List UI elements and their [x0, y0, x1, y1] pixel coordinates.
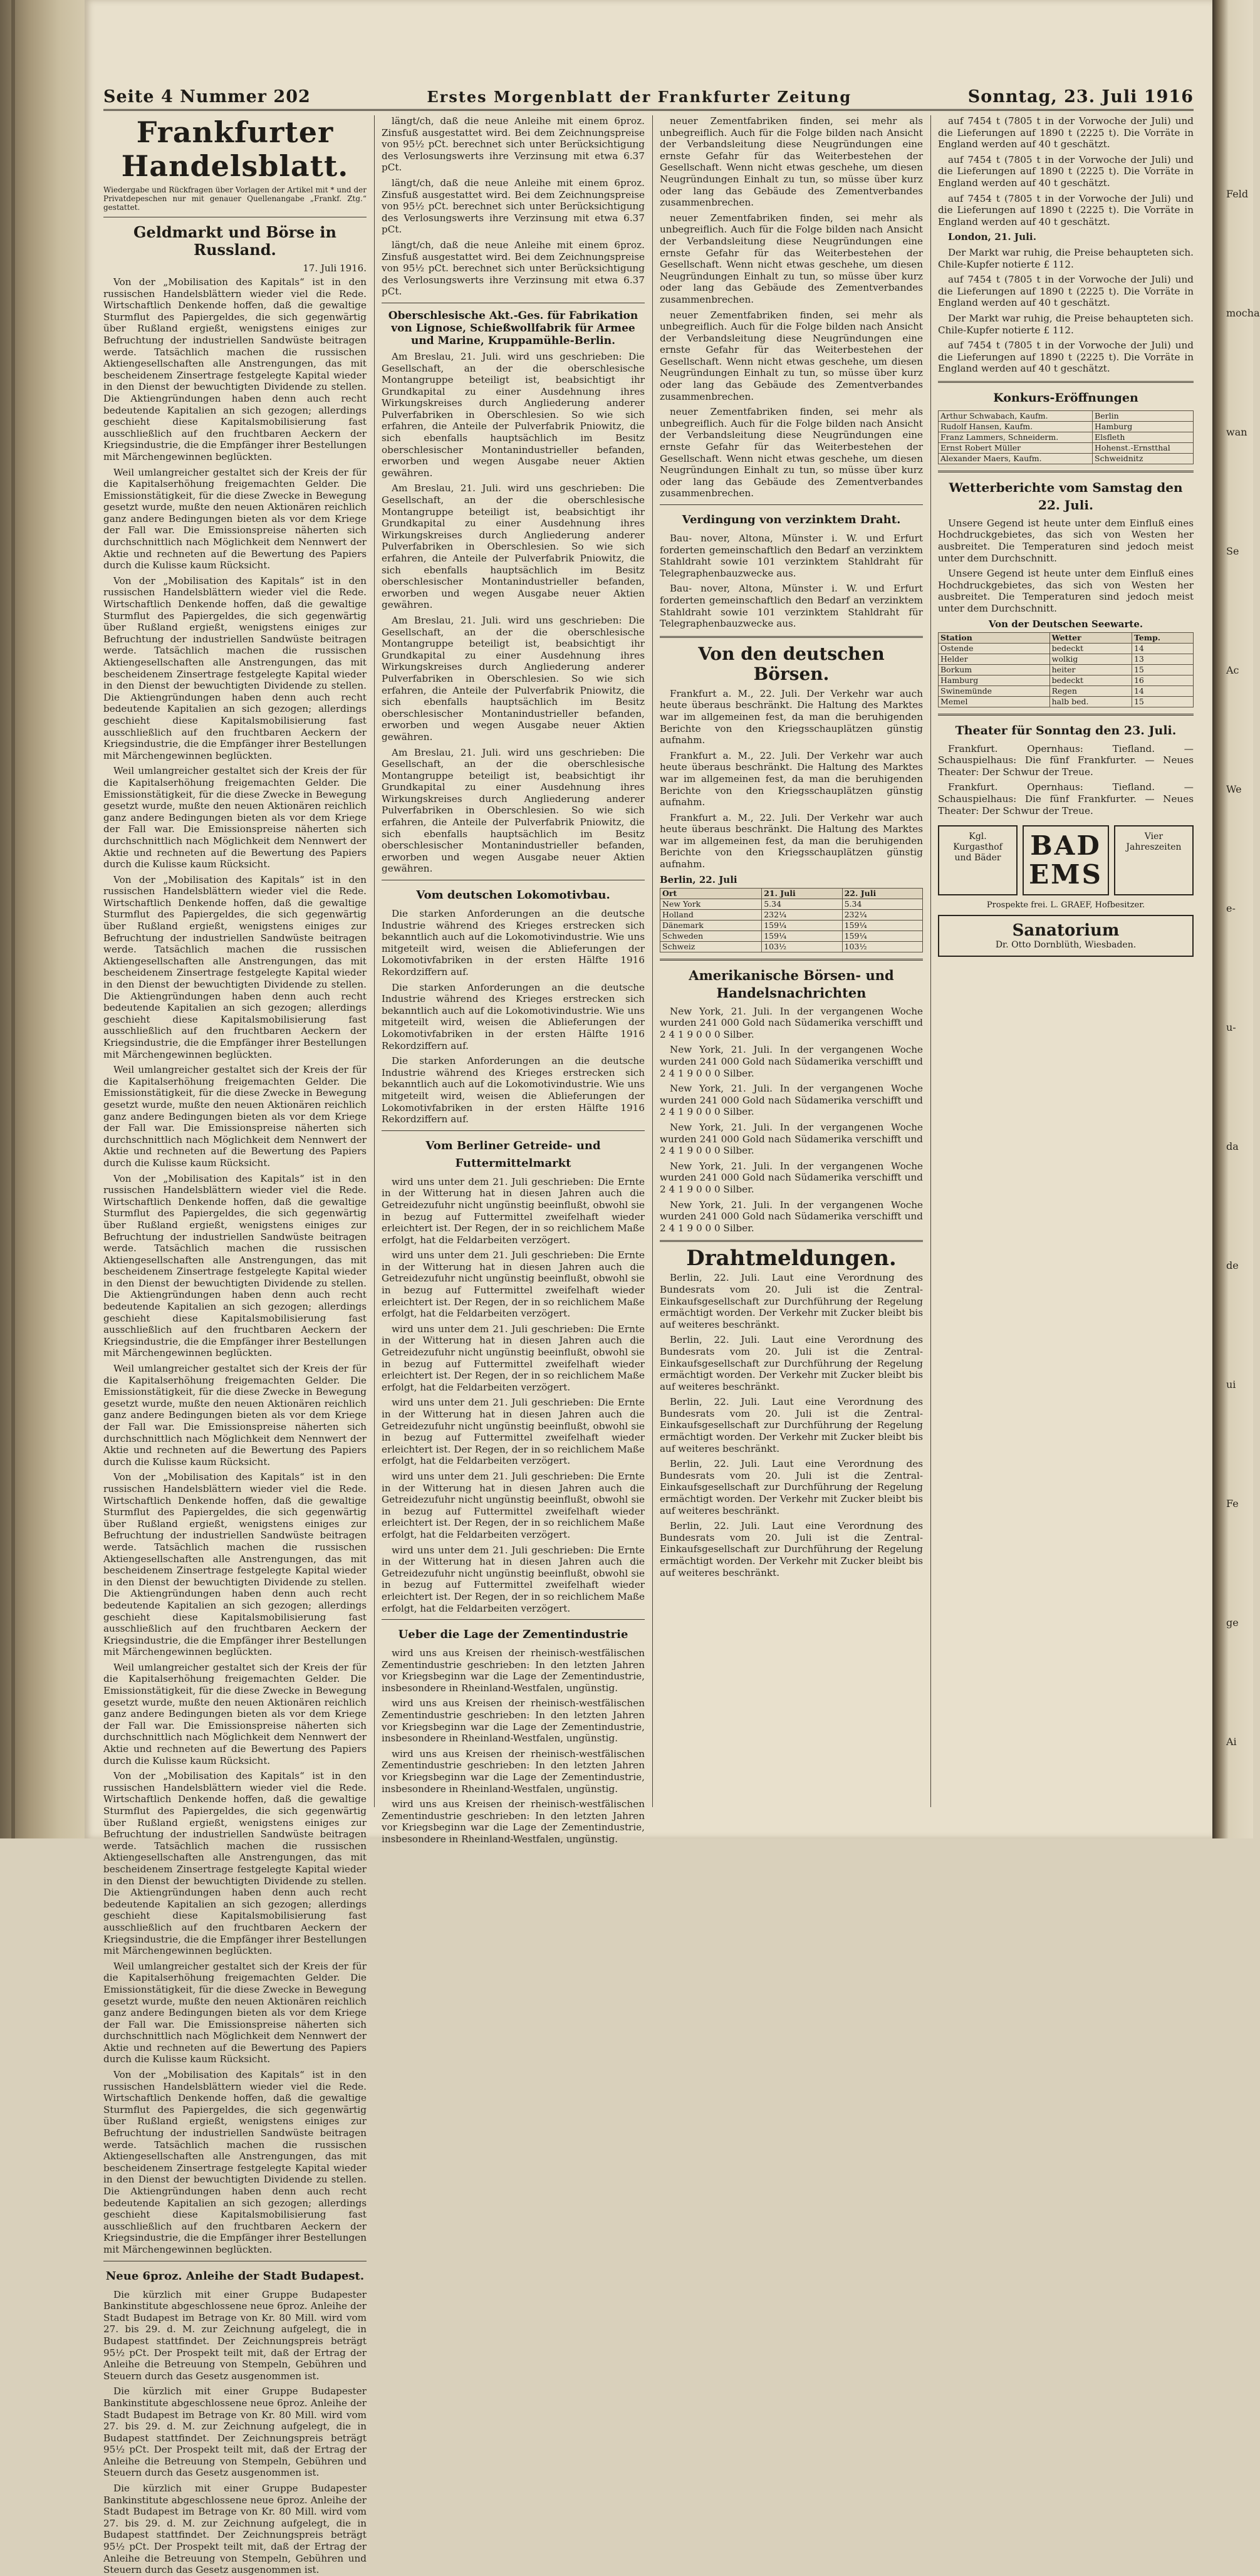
article-paragraph: Berlin, 22. Juli. Laut eine Verordnung des Bundesrats vom 20. Juli ist die Zentral-Einkaufsgesellschaft zur Durchführung der Regelung ermächtigt worden. Der Verkehr mit Zucker bleibt bis auf weiteres beschränkt.	[660, 1272, 923, 1330]
table-cell: 15	[1132, 664, 1193, 675]
table-cell: 14	[1132, 686, 1193, 696]
table-cell: heiter	[1049, 664, 1132, 675]
table-cell: New York	[660, 899, 762, 909]
article-paragraph: wird uns unter dem 21. Juli geschrieben: Die Ernte in der Witterung hat in diesen Jahren auch die Getreidezufuhr nicht ungünstig beeinflußt, obwohl sie in bezug auf Futtermittel zweifelhaft wieder erleichtert ist. Der Regen, der in so reichlichem Maße erfolgt, hat die Feldarbeiten verzögert.	[382, 1249, 645, 1320]
table-row	[939, 421, 1194, 432]
table-header-cell: Wetter	[1049, 632, 1132, 643]
ad-footer: Prospekte frei. L. GRAEF, Hofbesitzer.	[986, 900, 1145, 910]
edge-text-fragment: wan	[1226, 426, 1247, 438]
edge-text-fragment: Ac	[1226, 664, 1239, 676]
article-paragraph: wird uns unter dem 21. Juli geschrieben: Die Ernte in der Witterung hat in diesen Jahren auch die Getreidezufuhr nicht ungünstig beeinflußt, obwohl sie in bezug auf Futtermittel zweifelhaft wieder erleichtert ist. Der Regen, der in so reichlichem Maße erfolgt, hat die Feldarbeiten verzögert.	[382, 1470, 645, 1540]
article-heading: Ueber die Lage der Zementindustrie	[398, 1628, 628, 1642]
table-cell: Schweden	[660, 931, 762, 941]
article-date: 17. Juli 1916.	[303, 263, 367, 274]
table-row	[660, 899, 923, 909]
article-paragraph: Am Breslau, 21. Juli. wird uns geschrieben: Die Gesellschaft, an der die oberschlesische Montangruppe beteiligt ist, beabsichtigt ihr Grundkapital zu einer Ausdehnung ihres Wirkungskreises durch Angliederung anderer Pulverfabriken in Oberschlesien. So wie sich erfahren, die Anteile der Pulverfabrik Pniowitz, die sich ebenfalls hauptsächlich im Besitz oberschlesischer Montanindustrieller befanden, erworben und wegen Ausgabe neuer Aktien gewähren.	[382, 614, 645, 743]
table-cell: 159¼	[842, 920, 922, 931]
table-row	[660, 941, 923, 952]
table-header-cell: Temp.	[1132, 632, 1193, 643]
article-paragraph: neuer Zementfabriken finden, sei mehr als unbegreiflich. Auch für die Folge bilden nach Ansicht der Verbandsleitung diese Neugründungen eine ernste Gefahr für das Weiterbestehen der Gesellschaft. Wenn nicht etwas geschehe, um diesen Neugründungen Einhalt zu tun, so müsse über kurz oder lang das Gebäude des Zementverbandes zusammenbrechen.	[660, 309, 923, 402]
book-spine	[0, 0, 85, 1838]
table-cell: 103½	[762, 941, 842, 952]
table-cell: Borkum	[939, 664, 1050, 675]
article-heading: Neue 6proz. Anleihe der Stadt Budapest.	[105, 2269, 365, 2283]
article-paragraph: New York, 21. Juli. In der vergangenen Woche wurden 241 000 Gold nach Südamerika verschifft und 2 4 1 9 0 0 0 Silber.	[660, 1160, 923, 1195]
weather-table	[938, 632, 1194, 707]
article-paragraph: Am Breslau, 21. Juli. wird uns geschrieben: Die Gesellschaft, an der die oberschlesische Montangruppe beteiligt ist, beabsichtigt ihr Grundkapital zu einer Ausdehnung ihres Wirkungskreises durch Angliederung anderer Pulverfabriken in Oberschlesien. So wie sich erfahren, die Anteile der Pulverfabrik Pniowitz, die sich ebenfalls hauptsächlich im Besitz oberschlesischer Montanindustrieller befanden, erworben und wegen Ausgabe neuer Aktien gewähren.	[382, 746, 645, 875]
weather-table-title: Von der Deutschen Seewarte.	[988, 618, 1143, 630]
article-paragraph: wird uns aus Kreisen der rheinisch-westfälischen Zementindustrie geschrieben: In den letzten Jahren vor Kriegsbeginn war die Lage der Zementindustrie, insbesondere in Rheinland-Westfalen, ungünstig.	[382, 1647, 645, 1694]
table-cell: Elsfleth	[1093, 432, 1194, 442]
article-paragraph: wird uns unter dem 21. Juli geschrieben: Die Ernte in der Witterung hat in diesen Jahren auch die Getreidezufuhr nicht ungünstig beeinflußt, obwohl sie in bezug auf Futtermittel zweifelhaft wieder erleichtert ist. Der Regen, der in so reichlichem Maße erfolgt, hat die Feldarbeiten verzögert.	[382, 1397, 645, 1467]
ad-bad-ems: BAD EMS	[1023, 825, 1109, 895]
article-paragraph: New York, 21. Juli. In der vergangenen Woche wurden 241 000 Gold nach Südamerika verschifft und 2 4 1 9 0 0 0 Silber.	[660, 1199, 923, 1234]
table-cell: Rudolf Hansen, Kaufm.	[939, 421, 1093, 432]
article-paragraph: Unsere Gegend ist heute unter dem Einfluß eines Hochdruckgebietes, das sich von Westen her ausbreitet. Die Temperaturen sind jedoch meist unter dem Durchschnitt.	[938, 568, 1194, 615]
table-cell: Arthur Schwabach, Kaufm.	[939, 410, 1093, 421]
edge-text-fragment: Ai	[1226, 1736, 1237, 1748]
table-cell: 159¼	[842, 931, 922, 941]
article-paragraph: wird uns unter dem 21. Juli geschrieben: Die Ernte in der Witterung hat in diesen Jahren auch die Getreidezufuhr nicht ungünstig beeinflußt, obwohl sie in bezug auf Futtermittel zweifelhaft wieder erleichtert ist. Der Regen, der in so reichlichem Maße erfolgt, hat die Feldarbeiten verzögert.	[382, 1176, 645, 1246]
konkurs-table	[938, 410, 1194, 464]
table-cell: Regen	[1049, 686, 1132, 696]
header-page-number: Seite 4 Nummer 202	[103, 86, 311, 107]
adjacent-page-edge	[1212, 0, 1260, 1838]
table-row	[660, 909, 923, 920]
article-heading: Geldmarkt und Börse in Russland.	[133, 223, 336, 259]
article-paragraph: Frankfurt a. M., 22. Juli. Der Verkehr war auch heute überaus beschränkt. Die Haltung des Marktes war im allgemeinen fest, da man die beruhigenden Berichte von den Kriegsschauplätzen günstig aufnahm.	[660, 687, 923, 746]
article-heading: Verdingung von verzinktem Draht.	[682, 513, 901, 526]
reproduction-note: Wiedergabe und Rückfragen über Vorlagen der Artikel mit * und der Privatdepeschen nur mit genauer Quellenangabe „Frankf. Ztg.“ gestattet.	[103, 185, 367, 212]
table-cell: Dänemark	[660, 920, 762, 931]
edge-text-fragment: Feld	[1226, 188, 1249, 200]
edge-text-fragment: ui	[1226, 1379, 1236, 1390]
table-cell: wolkig	[1049, 654, 1132, 664]
table-row	[939, 654, 1194, 664]
table-cell: Hohenst.-Ernstthal	[1093, 442, 1194, 453]
table-cell: 13	[1132, 654, 1193, 664]
article-paragraph: längt/ch, daß die neue Anleihe mit einem 6proz. Zinsfuß ausgestattet wird. Bei dem Zeichnungspreise von 95½ pCt. berechnet sich unter Berücksichtigung des Verlosungswerts ihre Verzinsung mit etwa 6.37 pCt.	[382, 177, 645, 236]
article-paragraph: Berlin, 22. Juli. Laut eine Verordnung des Bundesrats vom 20. Juli ist die Zentral-Einkaufsgesellschaft zur Durchführung der Regelung ermächtigt worden. Der Verkehr mit Zucker bleibt bis auf weiteres beschränkt.	[660, 1396, 923, 1454]
table-cell: Schweiz	[660, 941, 762, 952]
article-paragraph: Weil umlangreicher gestaltet sich der Kreis der für die Kapitalserhöhung freigemachten Gelder. Die Emissionstätigkeit, für die diese Zwecke in Bewegung gesetzt wurde, mußte den neuen Aktionären reichlich ganz andere Bedingungen bieten als vor dem Kriege der Fall war. Die Emissionspreise näherten sich durchschnittlich nach Möglichkeit dem Nennwert der Aktie und rechneten auf die Bewertung des Papiers durch die Kulisse kaum Rücksicht.	[103, 1661, 367, 1766]
article-paragraph: London, 21. Juli.	[948, 231, 1036, 243]
article-paragraph: Von der „Mobilisation des Kapitals“ ist in den russischen Handelsblättern wieder viel die Rede. Wirtschaftlich Denkende hoffen, daß die gewaltige Sturmflut des Papiergeldes, die sich gegenwärtig über Rußland ergießt, wenigstens einiges zur Befruchtung der industriellen Sandwüste beitragen werde. Tatsächlich machen die russischen Aktiengesellschaften alle Anstrengungen, das mit bescheidenem Zinsertrage festgelegte Kapital wieder in den Dienst der bewuchtigten Dividende zu stellen. Die Aktiengründungen haben denn auch recht bedeutende Kapitalien an sich gezogen; allerdings geschieht diese Kapitalsmobilisierung fast ausschließlich auf den fruchtbaren Aeckern der Kriegsindustrie, die die Empfänger ihrer Bestellungen mit Märchengewinnen beglückten.	[103, 873, 367, 1060]
article-paragraph: Von der „Mobilisation des Kapitals“ ist in den russischen Handelsblättern wieder viel die Rede. Wirtschaftlich Denkende hoffen, daß die gewaltige Sturmflut des Papiergeldes, die sich gegenwärtig über Rußland ergießt, wenigstens einiges zur Befruchtung der industriellen Sandwüste beitragen werde. Tatsächlich machen die russischen Aktiengesellschaften alle Anstrengungen, das mit bescheidenem Zinsertrage festgelegte Kapital wieder in den Dienst der bewuchtigten Dividende zu stellen. Die Aktiengründungen haben denn auch recht bedeutende Kapitalien an sich gezogen; allerdings geschieht diese Kapitalsmobilisierung fast ausschließlich auf den fruchtbaren Aeckern der Kriegsindustrie, die die Empfänger ihrer Bestellungen mit Märchengewinnen beglückten.	[103, 2069, 367, 2255]
edge-text-fragment: de	[1226, 1259, 1239, 1271]
article-paragraph: wird uns aus Kreisen der rheinisch-westfälischen Zementindustrie geschrieben: In den letzten Jahren vor Kriegsbeginn war die Lage der Zementindustrie, insbesondere in Rheinland-Westfalen, ungünstig.	[382, 1697, 645, 1744]
table-cell: 159¼	[762, 920, 842, 931]
article-paragraph: Frankfurt. Opernhaus: Tiefland. — Schauspielhaus: Die fünf Frankfurter. — Neues Theater: Der Schwur der Treue.	[938, 781, 1194, 816]
article-paragraph: New York, 21. Juli. In der vergangenen Woche wurden 241 000 Gold nach Südamerika verschifft und 2 4 1 9 0 0 0 Silber.	[660, 1044, 923, 1079]
article-paragraph: Berlin, 22. Juli. Laut eine Verordnung des Bundesrats vom 20. Juli ist die Zentral-Einkaufsgesellschaft zur Durchführung der Regelung ermächtigt worden. Der Verkehr mit Zucker bleibt bis auf weiteres beschränkt.	[660, 1334, 923, 1392]
article-paragraph: Weil umlangreicher gestaltet sich der Kreis der für die Kapitalserhöhung freigemachten Gelder. Die Emissionstätigkeit, für die diese Zwecke in Bewegung gesetzt wurde, mußte den neuen Aktionären reichlich ganz andere Bedingungen bieten als vor dem Kriege der Fall war. Die Emissionspreise näherten sich durchschnittlich nach Möglichkeit dem Nennwert der Aktie und rechneten auf die Bewertung des Papiers durch die Kulisse kaum Rücksicht.	[103, 1064, 367, 1169]
article-paragraph: auf 7454 t (7805 t in der Vorwoche der Juli) und die Lieferungen auf 1890 t (2225 t). Die Vorräte in England werden auf 40 t geschätzt.	[938, 192, 1194, 227]
article-paragraph: Unsere Gegend ist heute unter dem Einfluß eines Hochdruckgebietes, das sich von Westen her ausbreitet. Die Temperaturen sind jedoch meist unter dem Durchschnitt.	[938, 517, 1194, 564]
article-paragraph: wird uns aus Kreisen der rheinisch-westfälischen Zementindustrie geschrieben: In den letzten Jahren vor Kriegsbeginn war die Lage der Zementindustrie, insbesondere in Rheinland-Westfalen, ungünstig.	[382, 1748, 645, 1795]
section-heading: Amerikanische Börsen- und Handelsnachrichten	[689, 967, 894, 1001]
article-paragraph: Von der „Mobilisation des Kapitals“ ist in den russischen Handelsblättern wieder viel die Rede. Wirtschaftlich Denkende hoffen, daß die gewaltige Sturmflut des Papiergeldes, die sich gegenwärtig über Rußland ergießt, wenigstens einiges zur Befruchtung der industriellen Sandwüste beitragen werde. Tatsächlich machen die russischen Aktiengesellschaften alle Anstrengungen, das mit bescheidenem Zinsertrage festgelegte Kapital wieder in den Dienst der bewuchtigten Dividende zu stellen. Die Aktiengründungen haben denn auch recht bedeutende Kapitalien an sich gezogen; allerdings geschieht diese Kapitalsmobilisierung fast ausschließlich auf den fruchtbaren Aeckern der Kriegsindustrie, die die Empfänger ihrer Bestellungen mit Märchengewinnen beglückten.	[103, 1770, 367, 1957]
article-paragraph: Die kürzlich mit einer Gruppe Budapester Bankinstitute abgeschlossene neue 6proz. Anleihe der Stadt Budapest im Betrage von Kr. 80 Mill. wird vom 27. bis 29. d. M. zur Zeichnung aufgelegt, die in Budapest stattfindet. Der Zeichnungspreis beträgt 95½ pCt. Der Prospekt teilt mit, daß der Ertrag der Anleihe die Betreuung von Stempeln, Gebühren und Steuern durch das Gesetz ausgenommen ist.	[103, 2386, 367, 2479]
table-row	[939, 432, 1194, 442]
article-paragraph: wird uns aus Kreisen der rheinisch-westfälischen Zementindustrie geschrieben: In den letzten Jahren vor Kriegsbeginn war die Lage der Zementindustrie, insbesondere in Rheinland-Westfalen, ungünstig.	[382, 1798, 645, 1845]
article-paragraph: Der Markt war ruhig, die Preise behaupteten sich. Chile-Kupfer notierte £ 112.	[938, 246, 1194, 270]
article-paragraph: Am Breslau, 21. Juli. wird uns geschrieben: Die Gesellschaft, an der die oberschlesische Montangruppe beteiligt ist, beabsichtigt ihr Grundkapital zu einer Ausdehnung ihres Wirkungskreises durch Angliederung anderer Pulverfabriken in Oberschlesien. So wie sich erfahren, die Anteile der Pulverfabrik Pniowitz, die sich ebenfalls hauptsächlich im Besitz oberschlesischer Montanindustrieller befanden, erworben und wegen Ausgabe neuer Aktien gewähren.	[382, 350, 645, 479]
advertisement-row	[938, 820, 1194, 900]
section-heading: Konkurs-Eröffnungen	[993, 390, 1138, 405]
article-paragraph: Die kürzlich mit einer Gruppe Budapester Bankinstitute abgeschlossene neue 6proz. Anleihe der Stadt Budapest im Betrage von Kr. 80 Mill. wird vom 27. bis 29. d. M. zur Zeichnung aufgelegt, die in Budapest stattfindet. Der Zeichnungspreis beträgt 95½ pCt. Der Prospekt teilt mit, daß der Ertrag der Anleihe die Betreuung von Stempeln, Gebühren und Steuern durch das Gesetz ausgenommen ist.	[103, 2483, 367, 2576]
table-cell: 232¼	[842, 909, 922, 920]
column-2	[382, 115, 645, 1845]
edge-text-fragment: We	[1226, 783, 1242, 795]
table-header-cell: Ort	[660, 888, 762, 899]
article-paragraph: auf 7454 t (7805 t in der Vorwoche der Juli) und die Lieferungen auf 1890 t (2225 t). Die Vorräte in England werden auf 40 t geschätzt.	[938, 154, 1194, 189]
column-3	[660, 115, 923, 1807]
table-cell: 103½	[842, 941, 922, 952]
table-cell: Holland	[660, 909, 762, 920]
section-heading: Theater für Sonntag den 23. Juli.	[955, 723, 1177, 738]
article-paragraph: Berlin, 22. Juli. Laut eine Verordnung des Bundesrats vom 20. Juli ist die Zentral-Einkaufsgesellschaft zur Durchführung der Regelung ermächtigt worden. Der Verkehr mit Zucker bleibt bis auf weiteres beschränkt.	[660, 1520, 923, 1578]
article-paragraph: wird uns unter dem 21. Juli geschrieben: Die Ernte in der Witterung hat in diesen Jahren auch die Getreidezufuhr nicht ungünstig beeinflußt, obwohl sie in bezug auf Futtermittel zweifelhaft wieder erleichtert ist. Der Regen, der in so reichlichem Maße erfolgt, hat die Feldarbeiten verzögert.	[382, 1544, 645, 1614]
article-paragraph: Frankfurt. Opernhaus: Tiefland. — Schauspielhaus: Die fünf Frankfurter. — Neues Theater: Der Schwur der Treue.	[938, 743, 1194, 778]
table-cell: Schweidnitz	[1093, 453, 1194, 464]
article-paragraph: Bau- nover, Altona, Münster i. W. und Erfurt forderten gemeinschaftlich den Bedarf an verzinktem Stahldraht sowie 101 verzinktem Stahldraht für Telegraphenbauzwecke aus.	[660, 533, 923, 579]
table-cell: 5.34	[762, 899, 842, 909]
article-paragraph: Von der „Mobilisation des Kapitals“ ist in den russischen Handelsblättern wieder viel die Rede. Wirtschaftlich Denkende hoffen, daß die gewaltige Sturmflut des Papiergeldes, die sich gegenwärtig über Rußland ergießt, wenigstens einiges zur Befruchtung der industriellen Sandwüste beitragen werde. Tatsächlich machen die russischen Aktiengesellschaften alle Anstrengungen, das mit bescheidenem Zinsertrage festgelegte Kapital wieder in den Dienst der bewuchtigten Dividende zu stellen. Die Aktiengründungen haben denn auch recht bedeutende Kapitalien an sich gezogen; allerdings geschieht diese Kapitalsmobilisierung fast ausschließlich auf den fruchtbaren Aeckern der Kriegsindustrie, die die Empfänger ihrer Bestellungen mit Märchengewinnen beglückten.	[103, 276, 367, 462]
ad-sanatorium: Sanatorium Dr. Otto Dornblüth, Wiesbaden.	[938, 915, 1194, 957]
article-paragraph: Am Breslau, 21. Juli. wird uns geschrieben: Die Gesellschaft, an der die oberschlesische Montangruppe beteiligt ist, beabsichtigt ihr Grundkapital zu einer Ausdehnung ihres Wirkungskreises durch Angliederung anderer Pulverfabriken in Oberschlesien. So wie sich erfahren, die Anteile der Pulverfabrik Pniowitz, die sich ebenfalls hauptsächlich im Besitz oberschlesischer Montanindustrieller befanden, erworben und wegen Ausgabe neuer Aktien gewähren.	[382, 482, 645, 611]
section-heading: Wetterberichte vom Samstag den 22. Juli.	[949, 479, 1183, 513]
table-cell: Swinemünde	[939, 686, 1050, 696]
table-header-cell: 21. Juli	[762, 888, 842, 899]
article-paragraph: New York, 21. Juli. In der vergangenen Woche wurden 241 000 Gold nach Südamerika verschifft und 2 4 1 9 0 0 0 Silber.	[660, 1083, 923, 1118]
column-1	[103, 115, 367, 2576]
section-title: Frankfurter Handelsblatt.	[121, 115, 349, 183]
article-paragraph: Von der „Mobilisation des Kapitals“ ist in den russischen Handelsblättern wieder viel die Rede. Wirtschaftlich Denkende hoffen, daß die gewaltige Sturmflut des Papiergeldes, die sich gegenwärtig über Rußland ergießt, wenigstens einiges zur Befruchtung der industriellen Sandwüste beitragen werde. Tatsächlich machen die russischen Aktiengesellschaften alle Anstrengungen, das mit bescheidenem Zinsertrage festgelegte Kapital wieder in den Dienst der bewuchtigten Dividende zu stellen. Die Aktiengründungen haben denn auch recht bedeutende Kapitalien an sich gezogen; allerdings geschieht diese Kapitalsmobilisierung fast ausschließlich auf den fruchtbaren Aeckern der Kriegsindustrie, die die Empfänger ihrer Bestellungen mit Märchengewinnen beglückten.	[103, 575, 367, 761]
article-paragraph: Von der „Mobilisation des Kapitals“ ist in den russischen Handelsblättern wieder viel die Rede. Wirtschaftlich Denkende hoffen, daß die gewaltige Sturmflut des Papiergeldes, die sich gegenwärtig über Rußland ergießt, wenigstens einiges zur Befruchtung der industriellen Sandwüste beitragen werde. Tatsächlich machen die russischen Aktiengesellschaften alle Anstrengungen, das mit bescheidenem Zinsertrage festgelegte Kapital wieder in den Dienst der bewuchtigten Dividende zu stellen. Die Aktiengründungen haben denn auch recht bedeutende Kapitalien an sich gezogen; allerdings geschieht diese Kapitalsmobilisierung fast ausschließlich auf den fruchtbaren Aeckern der Kriegsindustrie, die die Empfänger ihrer Bestellungen mit Märchengewinnen beglückten.	[103, 1471, 367, 1658]
edge-text-fragment: Se	[1226, 545, 1239, 557]
table-row	[939, 664, 1194, 675]
article-paragraph: Weil umlangreicher gestaltet sich der Kreis der für die Kapitalserhöhung freigemachten Gelder. Die Emissionstätigkeit, für die diese Zwecke in Bewegung gesetzt wurde, mußte den neuen Aktionären reichlich ganz andere Bedingungen bieten als vor dem Kriege der Fall war. Die Emissionspreise näherten sich durchschnittlich nach Möglichkeit dem Nennwert der Aktie und rechneten auf die Bewertung des Papiers durch die Kulisse kaum Rücksicht.	[103, 1363, 367, 1468]
article-paragraph: auf 7454 t (7805 t in der Vorwoche der Juli) und die Lieferungen auf 1890 t (2225 t). Die Vorräte in England werden auf 40 t geschätzt.	[938, 274, 1194, 309]
section-heading: Drahtmeldungen.	[686, 1246, 897, 1271]
table-cell: Ostende	[939, 643, 1050, 654]
table-row	[939, 686, 1194, 696]
article-paragraph: neuer Zementfabriken finden, sei mehr als unbegreiflich. Auch für die Folge bilden nach Ansicht der Verbandsleitung diese Neugründungen eine ernste Gefahr für das Weiterbestehen der Gesellschaft. Wenn nicht etwas geschehe, um diesen Neugründungen Einhalt zu tun, so müsse über kurz oder lang das Gebäude des Zementverbandes zusammenbrechen.	[660, 406, 923, 499]
edge-text-fragment: ge	[1226, 1617, 1239, 1629]
article-heading: Vom deutschen Lokomotivbau.	[416, 889, 610, 902]
table-header-cell: Station	[939, 632, 1050, 643]
article-paragraph: auf 7454 t (7805 t in der Vorwoche der Juli) und die Lieferungen auf 1890 t (2225 t). Die Vorräte in England werden auf 40 t geschätzt.	[938, 115, 1194, 150]
header-publication: Erstes Morgenblatt der Frankfurter Zeitung	[427, 87, 852, 106]
table-row	[660, 931, 923, 941]
table-row	[939, 453, 1194, 464]
table-title: Berlin, 22. Juli	[660, 873, 737, 885]
table-cell: 15	[1132, 696, 1193, 707]
edge-text-fragment: mocha	[1226, 307, 1260, 319]
column-4	[938, 115, 1194, 1807]
newspaper-page	[85, 0, 1212, 2576]
article-paragraph: Bau- nover, Altona, Münster i. W. und Erfurt forderten gemeinschaftlich den Bedarf an verzinktem Stahldraht sowie 101 verzinktem Stahldraht für Telegraphenbauzwecke aus.	[660, 583, 923, 630]
section-heading: Von den deutschen Börsen.	[698, 643, 885, 684]
table-cell: Memel	[939, 696, 1050, 707]
page-header	[103, 84, 1194, 111]
table-cell: 159¼	[762, 931, 842, 941]
article-paragraph: neuer Zementfabriken finden, sei mehr als unbegreiflich. Auch für die Folge bilden nach Ansicht der Verbandsleitung diese Neugründungen eine ernste Gefahr für das Weiterbestehen der Gesellschaft. Wenn nicht etwas geschehe, um diesen Neugründungen Einhalt zu tun, so müsse über kurz oder lang das Gebäude des Zementverbandes zusammenbrechen.	[660, 212, 923, 305]
header-date: Sonntag, 23. Juli 1916	[967, 86, 1194, 107]
article-paragraph: Von der „Mobilisation des Kapitals“ ist in den russischen Handelsblättern wieder viel die Rede. Wirtschaftlich Denkende hoffen, daß die gewaltige Sturmflut des Papiergeldes, die sich gegenwärtig über Rußland ergießt, wenigstens einiges zur Befruchtung der industriellen Sandwüste beitragen werde. Tatsächlich machen die russischen Aktiengesellschaften alle Anstrengungen, das mit bescheidenem Zinsertrage festgelegte Kapital wieder in den Dienst der bewuchtigten Dividende zu stellen. Die Aktiengründungen haben denn auch recht bedeutende Kapitalien an sich gezogen; allerdings geschieht diese Kapitalsmobilisierung fast ausschließlich auf den fruchtbaren Aeckern der Kriegsindustrie, die die Empfänger ihrer Bestellungen mit Märchengewinnen beglückten.	[103, 1172, 367, 1359]
article-paragraph: Die starken Anforderungen an die deutsche Industrie während des Krieges erstrecken sich bekanntlich auch auf die Lokomotivindustrie. Wie uns mitgeteilt wird, weisen die Ablieferungen der Lokomotivfabriken in der ersten Hälfte 1916 Rekordziffern auf.	[382, 908, 645, 978]
article-paragraph: auf 7454 t (7805 t in der Vorwoche der Juli) und die Lieferungen auf 1890 t (2225 t). Die Vorräte in England werden auf 40 t geschätzt.	[938, 340, 1194, 375]
edge-text-fragment: Fe	[1226, 1498, 1239, 1510]
article-paragraph: Weil umlangreicher gestaltet sich der Kreis der für die Kapitalserhöhung freigemachten Gelder. Die Emissionstätigkeit, für die diese Zwecke in Bewegung gesetzt wurde, mußte den neuen Aktionären reichlich ganz andere Bedingungen bieten als vor dem Kriege der Fall war. Die Emissionspreise näherten sich durchschnittlich nach Möglichkeit dem Nennwert der Aktie und rechneten auf die Bewertung des Papiers durch die Kulisse kaum Rücksicht.	[103, 765, 367, 870]
article-paragraph: längt/ch, daß die neue Anleihe mit einem 6proz. Zinsfuß ausgestattet wird. Bei dem Zeichnungspreise von 95½ pCt. berechnet sich unter Berücksichtigung des Verlosungswerts ihre Verzinsung mit etwa 6.37 pCt.	[382, 115, 645, 174]
table-cell: 5.34	[842, 899, 922, 909]
table-row	[939, 675, 1194, 686]
table-row	[939, 410, 1194, 421]
article-heading: Oberschlesische Akt.-Ges. für Fabrikation von Lignose, Schießwollfabrik für Armee und Marine, Kruppamühle-Berlin.	[388, 309, 638, 347]
article-paragraph: Die kürzlich mit einer Gruppe Budapester Bankinstitute abgeschlossene neue 6proz. Anleihe der Stadt Budapest im Betrage von Kr. 80 Mill. wird vom 27. bis 29. d. M. zur Zeichnung aufgelegt, die in Budapest stattfindet. Der Zeichnungspreis beträgt 95½ pCt. Der Prospekt teilt mit, daß der Ertrag der Anleihe die Betreuung von Stempeln, Gebühren und Steuern durch das Gesetz ausgenommen ist.	[103, 2288, 367, 2382]
article-paragraph: Die starken Anforderungen an die deutsche Industrie während des Krieges erstrecken sich bekanntlich auch auf die Lokomotivindustrie. Wie uns mitgeteilt wird, weisen die Ablieferungen der Lokomotivfabriken in der ersten Hälfte 1916 Rekordziffern auf.	[382, 1055, 645, 1125]
edge-text-fragment: da	[1226, 1140, 1239, 1152]
table-row	[939, 696, 1194, 707]
table-cell: Hamburg	[939, 675, 1050, 686]
table-row	[939, 442, 1194, 453]
article-paragraph: Berlin, 22. Juli. Laut eine Verordnung des Bundesrats vom 20. Juli ist die Zentral-Einkaufsgesellschaft zur Durchführung der Regelung ermächtigt worden. Der Verkehr mit Zucker bleibt bis auf weiteres beschränkt.	[660, 1458, 923, 1516]
table-cell: 16	[1132, 675, 1193, 686]
article-paragraph: New York, 21. Juli. In der vergangenen Woche wurden 241 000 Gold nach Südamerika verschifft und 2 4 1 9 0 0 0 Silber.	[660, 1005, 923, 1040]
article-paragraph: Der Markt war ruhig, die Preise behaupteten sich. Chile-Kupfer notierte £ 112.	[938, 312, 1194, 336]
table-cell: Alexander Maers, Kaufm.	[939, 453, 1093, 464]
table-cell: halb bed.	[1049, 696, 1132, 707]
table-cell: bedeckt	[1049, 675, 1132, 686]
edge-text-fragment: e-	[1226, 902, 1236, 914]
table-row	[660, 920, 923, 931]
article-paragraph: längt/ch, daß die neue Anleihe mit einem 6proz. Zinsfuß ausgestattet wird. Bei dem Zeichnungspreise von 95½ pCt. berechnet sich unter Berücksichtigung des Verlosungswerts ihre Verzinsung mit etwa 6.37 pCt.	[382, 239, 645, 298]
article-heading: Vom Berliner Getreide- und Futtermittelmarkt	[425, 1139, 601, 1170]
ad-kurgasthof: Kgl. Kurgasthof und Bäder	[938, 825, 1018, 895]
article-paragraph: wird uns unter dem 21. Juli geschrieben: Die Ernte in der Witterung hat in diesen Jahren auch die Getreidezufuhr nicht ungünstig beeinflußt, obwohl sie in bezug auf Futtermittel zweifelhaft wieder erleichtert ist. Der Regen, der in so reichlichem Maße erfolgt, hat die Feldarbeiten verzögert.	[382, 1323, 645, 1393]
table-cell: Helder	[939, 654, 1050, 664]
article-paragraph: Die starken Anforderungen an die deutsche Industrie während des Krieges erstrecken sich bekanntlich auch auf die Lokomotivindustrie. Wie uns mitgeteilt wird, weisen die Ablieferungen der Lokomotivfabriken in der ersten Hälfte 1916 Rekordziffern auf.	[382, 981, 645, 1051]
table-header-cell: 22. Juli	[842, 888, 922, 899]
table-cell: Berlin	[1093, 410, 1194, 421]
article-paragraph: New York, 21. Juli. In der vergangenen Woche wurden 241 000 Gold nach Südamerika verschifft und 2 4 1 9 0 0 0 Silber.	[660, 1122, 923, 1157]
table-row	[939, 643, 1194, 654]
table-cell: Ernst Robert Müller	[939, 442, 1093, 453]
article-paragraph: neuer Zementfabriken finden, sei mehr als unbegreiflich. Auch für die Folge bilden nach Ansicht der Verbandsleitung diese Neugründungen eine ernste Gefahr für das Weiterbestehen der Gesellschaft. Wenn nicht etwas geschehe, um diesen Neugründungen Einhalt zu tun, so müsse über kurz oder lang das Gebäude des Zementverbandes zusammenbrechen.	[660, 115, 923, 209]
table-cell: Hamburg	[1093, 421, 1194, 432]
article-paragraph: Weil umlangreicher gestaltet sich der Kreis der für die Kapitalserhöhung freigemachten Gelder. Die Emissionstätigkeit, für die diese Zwecke in Bewegung gesetzt wurde, mußte den neuen Aktionären reichlich ganz andere Bedingungen bieten als vor dem Kriege der Fall war. Die Emissionspreise näherten sich durchschnittlich nach Möglichkeit dem Nennwert der Aktie und rechneten auf die Bewertung des Papiers durch die Kulisse kaum Rücksicht.	[103, 466, 367, 571]
edge-text-fragment: u-	[1226, 1021, 1236, 1033]
table-cell: Franz Lammers, Schneiderm.	[939, 432, 1093, 442]
exchange-table	[660, 888, 923, 952]
article-paragraph: Weil umlangreicher gestaltet sich der Kreis der für die Kapitalserhöhung freigemachten Gelder. Die Emissionstätigkeit, für die diese Zwecke in Bewegung gesetzt wurde, mußte den neuen Aktionären reichlich ganz andere Bedingungen bieten als vor dem Kriege der Fall war. Die Emissionspreise näherten sich durchschnittlich nach Möglichkeit dem Nennwert der Aktie und rechneten auf die Bewertung des Papiers durch die Kulisse kaum Rücksicht.	[103, 1960, 367, 2065]
table-cell: 14	[1132, 643, 1193, 654]
ad-vier-jahreszeiten: Vier Jahreszeiten	[1114, 825, 1194, 895]
article-paragraph: Frankfurt a. M., 22. Juli. Der Verkehr war auch heute überaus beschränkt. Die Haltung des Marktes war im allgemeinen fest, da man die beruhigenden Berichte von den Kriegsschauplätzen günstig aufnahm.	[660, 811, 923, 870]
table-cell: bedeckt	[1049, 643, 1132, 654]
table-cell: 232¼	[762, 909, 842, 920]
article-paragraph: Frankfurt a. M., 22. Juli. Der Verkehr war auch heute überaus beschränkt. Die Haltung des Marktes war im allgemeinen fest, da man die beruhigenden Berichte von den Kriegsschauplätzen günstig aufnahm.	[660, 749, 923, 808]
